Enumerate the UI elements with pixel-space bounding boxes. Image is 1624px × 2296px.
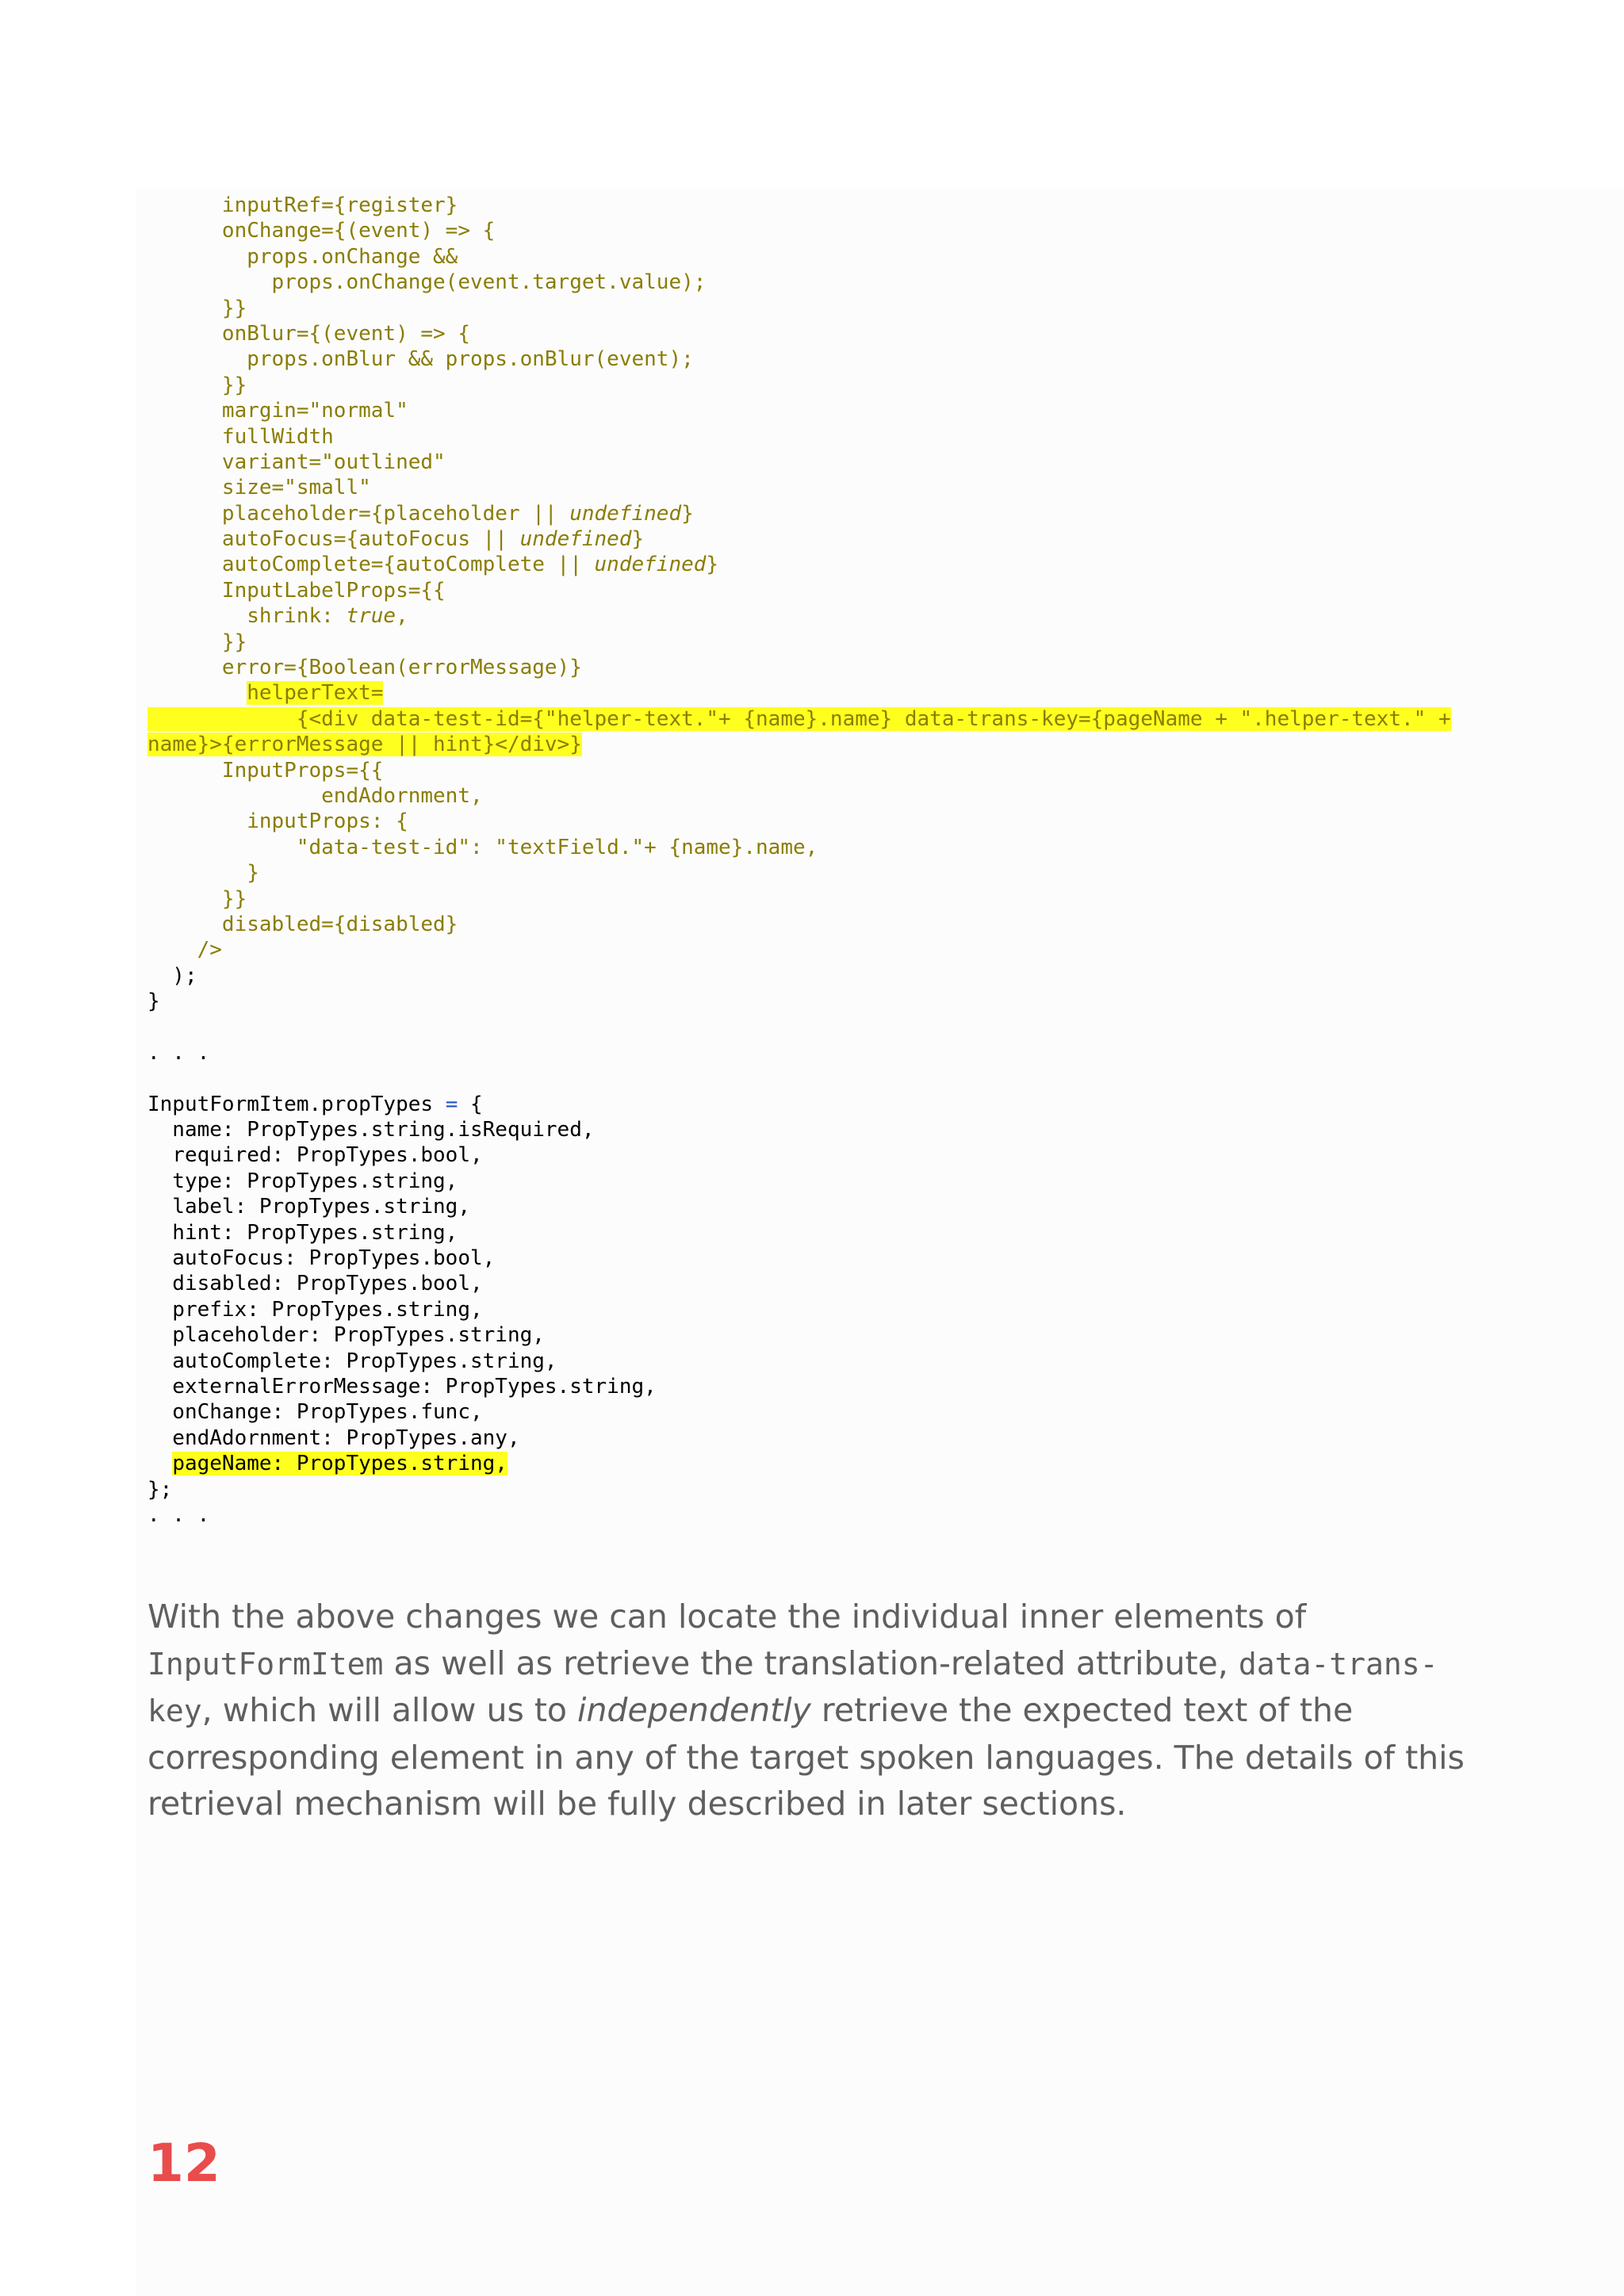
code-line: }} — [147, 886, 247, 911]
code-line — [147, 706, 1451, 732]
code-line — [147, 732, 1451, 757]
code-token: placeholder={placeholder || — [147, 501, 570, 526]
code-line: InputLabelProps={{ — [147, 578, 446, 603]
code-block — [147, 193, 1451, 1528]
inline-code: data-trans-key — [147, 1646, 1438, 1728]
code-line: } — [147, 861, 259, 886]
code-token: , — [396, 604, 408, 629]
code-line: hint: PropTypes.string, — [147, 1220, 458, 1245]
code-line: "data-test-id": "textField."+ {name}.name, — [147, 835, 818, 859]
code-line: autoFocus: PropTypes.bool, — [147, 1246, 496, 1271]
code-line: onChange: PropTypes.func, — [147, 1400, 483, 1425]
highlighted-code: pageName: PropTypes.string, — [172, 1452, 508, 1476]
emphasis-text: independently — [577, 1691, 811, 1729]
code-line — [147, 526, 1451, 552]
code-line: endAdornment: PropTypes.any, — [147, 1425, 520, 1450]
code-line: }} — [147, 373, 247, 397]
code-line: fullWidth — [147, 424, 334, 449]
code-line — [147, 1092, 1451, 1117]
code-line: autoComplete: PropTypes.string, — [147, 1349, 557, 1373]
paragraph-text: retrieve the expected text of the corresponding element in any of the target spoken languages. The details of this retrieval mechanism will be fully described in later sections. — [147, 1691, 1465, 1823]
code-keyword: undefined — [569, 501, 682, 526]
code-token: InputFormItem.propTypes — [147, 1092, 446, 1116]
code-token: } — [706, 553, 719, 577]
code-line: onChange={(event) => { — [147, 219, 496, 243]
code-spacer — [147, 1066, 1451, 1091]
code-keyword: undefined — [519, 527, 632, 552]
code-line: placeholder: PropTypes.string, — [147, 1323, 545, 1348]
code-token: { — [458, 1092, 483, 1116]
code-line: name: PropTypes.string.isRequired, — [147, 1118, 595, 1142]
code-line: props.onBlur && props.onBlur(event); — [147, 347, 694, 372]
paragraph-text: as well as retrieve the translation-related attribute, — [383, 1644, 1239, 1682]
code-line: prefix: PropTypes.string, — [147, 1297, 483, 1322]
code-line: variant="outlined" — [147, 450, 446, 474]
code-operator: = — [445, 1092, 458, 1116]
page-number: 12 — [147, 2133, 220, 2194]
code-line: props.onChange && — [147, 244, 458, 269]
code-ellipsis: . . . — [147, 1502, 210, 1527]
code-spacer — [147, 1015, 1451, 1040]
code-line: type: PropTypes.string, — [147, 1169, 458, 1193]
code-token: autoFocus={autoFocus || — [147, 527, 520, 552]
code-line: onBlur={(event) => { — [147, 321, 470, 346]
code-line: InputProps={{ — [147, 758, 384, 783]
code-line: }} — [147, 629, 247, 654]
code-line — [147, 603, 1451, 629]
code-keyword: true — [346, 604, 396, 629]
code-token — [147, 681, 247, 705]
highlighted-code: name}>{errorMessage || hint}</div>} — [147, 733, 582, 757]
highlighted-code: {<div data-test-id={"helper-text."+ {name}.name} data-trans-key={pageName + ".helper-text." + — [296, 706, 1451, 731]
code-token — [147, 1452, 172, 1475]
code-token: shrink: — [147, 604, 347, 629]
code-line: disabled: PropTypes.bool, — [147, 1272, 483, 1296]
code-line: endAdornment, — [147, 783, 483, 808]
code-line: error={Boolean(errorMessage)} — [147, 656, 582, 680]
highlighted-code: helperText= — [247, 681, 384, 706]
code-line: externalErrorMessage: PropTypes.string, — [147, 1374, 657, 1399]
code-line: label: PropTypes.string, — [147, 1195, 470, 1219]
code-line — [147, 1451, 1451, 1476]
code-line: } — [147, 989, 160, 1014]
code-line — [147, 552, 1451, 577]
code-line: props.onChange(event.target.value); — [147, 270, 707, 295]
code-keyword: undefined — [594, 553, 707, 577]
code-token: } — [681, 501, 694, 526]
code-token: autoComplete={autoComplete || — [147, 553, 595, 577]
code-token: } — [631, 527, 645, 552]
code-line — [147, 501, 1451, 526]
inline-code: InputFormItem — [147, 1646, 384, 1682]
code-line: }; — [147, 1477, 173, 1502]
paragraph-text: , which will allow us to — [201, 1691, 578, 1729]
code-line: size="small" — [147, 476, 371, 500]
code-line: margin="normal" — [147, 399, 408, 423]
code-line — [147, 680, 1451, 706]
code-ellipsis: . . . — [147, 1040, 210, 1065]
body-paragraph — [147, 1594, 1496, 1827]
code-line: }} — [147, 296, 247, 320]
code-line: disabled={disabled} — [147, 912, 458, 936]
code-line: inputProps: { — [147, 809, 408, 834]
code-line: required: PropTypes.bool, — [147, 1143, 483, 1168]
paragraph-text: With the above changes we can locate the individual inner elements of — [147, 1598, 1307, 1636]
code-line: inputRef={register} — [147, 193, 458, 217]
highlighted-code — [147, 707, 297, 731]
code-line: /> — [147, 938, 222, 962]
code-line: ); — [147, 963, 197, 988]
